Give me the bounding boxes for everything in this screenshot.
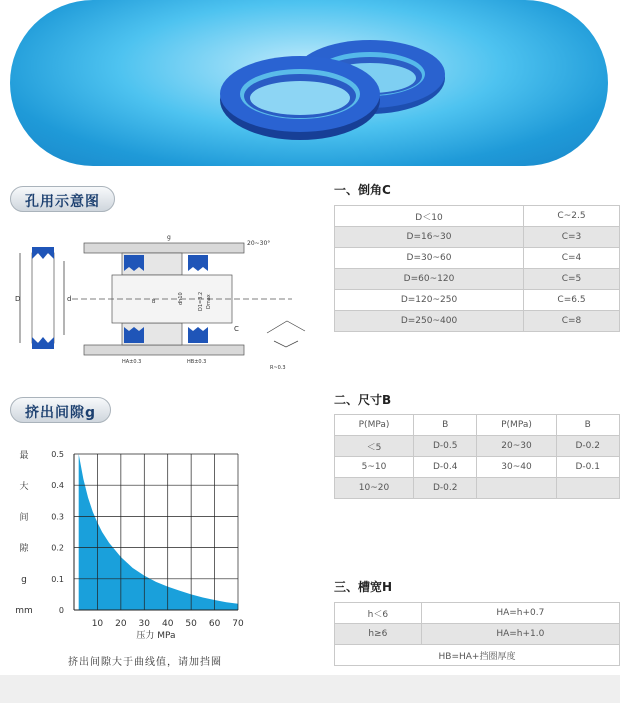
x-tick-label: 50	[185, 619, 197, 629]
label-D1: D1=3.2	[198, 291, 204, 311]
groove-width-title: 三、槽宽H	[334, 580, 393, 594]
table-cell: h≥6	[335, 624, 422, 645]
chamfer-title: 一、倒角C	[334, 183, 391, 197]
table-cell: ＜5	[335, 436, 414, 457]
label-dh10: dh10	[178, 292, 184, 305]
table-header-cell: B	[414, 415, 477, 436]
label-R: R~0.3	[270, 365, 286, 371]
table-cell: C=3	[524, 227, 620, 248]
table-cell: HA=h+1.0	[421, 624, 619, 645]
table-cell: D-0.5	[414, 436, 477, 457]
table-cell: C~2.5	[524, 206, 620, 227]
extrusion-gap-title: 挤出间隙g	[10, 397, 111, 423]
table-header-cell: B	[556, 415, 619, 436]
table-row	[335, 645, 620, 666]
table-cell: D=60~120	[335, 269, 524, 290]
hole-diagram-title: 孔用示意图	[10, 186, 115, 212]
y-axis-label-char: 间	[19, 513, 29, 523]
table-header-row	[335, 415, 620, 436]
y-tick-label: 0.3	[51, 512, 64, 522]
table-cell: D=16~30	[335, 227, 524, 248]
y-axis-label-char: mm	[15, 606, 33, 616]
y-tick-label: 0.4	[51, 481, 64, 491]
table-cell: D-0.2	[414, 478, 477, 499]
table-cell: C=6.5	[524, 290, 620, 311]
size-b-title: 二、尺寸B	[334, 393, 392, 407]
x-tick-label: 20	[115, 619, 127, 629]
table-cell: 10~20	[335, 478, 414, 499]
label-d: d	[67, 295, 72, 303]
extrusion-gap-chart	[12, 444, 312, 674]
product-banner	[10, 0, 608, 166]
table-cell: C=8	[524, 311, 620, 332]
y-tick-label: 0.1	[51, 574, 64, 584]
table-row	[335, 436, 620, 457]
table-cell: D=250~400	[335, 311, 524, 332]
table-cell-merged: HB=HA+挡圈厚度	[335, 645, 620, 666]
table-row	[335, 248, 620, 269]
table-row	[335, 457, 620, 478]
table-cell: D=30~60	[335, 248, 524, 269]
table-cell: C=4	[524, 248, 620, 269]
x-axis-label: 压力 MPa	[136, 631, 176, 641]
label-HA: HA±0.3	[122, 359, 142, 365]
x-tick-label: 30	[138, 619, 151, 629]
table-row	[335, 603, 620, 624]
table-cell: D＜10	[335, 206, 524, 227]
y-tick-label: 0.2	[51, 543, 64, 553]
chart-caption: 挤出间隙大于曲线值，请加挡圈	[68, 657, 222, 668]
footer-bar	[0, 675, 620, 703]
table-row	[335, 624, 620, 645]
curve-area	[79, 454, 238, 610]
table-row	[335, 206, 620, 227]
table-row	[335, 290, 620, 311]
hole-seal-diagram	[12, 223, 322, 373]
y-tick-label: 0.5	[51, 450, 64, 459]
x-tick-label: 40	[161, 619, 174, 629]
x-tick-label: 10	[91, 619, 104, 629]
table-cell: D=120~250	[335, 290, 524, 311]
label-Dmax: Dmax	[206, 294, 212, 309]
table-row	[335, 269, 620, 290]
table-header-cell: P(MPa)	[477, 415, 556, 436]
table-cell: D-0.2	[556, 436, 619, 457]
table-row	[335, 478, 620, 499]
label-angle: 20~30°	[247, 240, 271, 247]
label-D: D	[15, 295, 21, 303]
x-tick-label: 60	[208, 619, 221, 629]
table-row	[335, 227, 620, 248]
table-cell	[556, 478, 619, 499]
table-cell: D-0.4	[414, 457, 477, 478]
x-tick-label: 70	[232, 619, 244, 629]
chamfer-table	[334, 205, 620, 332]
groove-width-table	[334, 602, 620, 666]
table-cell: HA=h+0.7	[421, 603, 619, 624]
table-cell: D-0.1	[556, 457, 619, 478]
table-cell: 30~40	[477, 457, 556, 478]
table-cell	[477, 478, 556, 499]
y-axis-label-char: 大	[19, 482, 29, 492]
table-cell: 20~30	[477, 436, 556, 457]
label-C: C	[234, 325, 239, 333]
label-g: g	[167, 234, 171, 241]
size-b-table	[334, 414, 620, 499]
table-cell: h＜6	[335, 603, 422, 624]
table-header-cell: P(MPa)	[335, 415, 414, 436]
y-tick-label: 0	[58, 606, 64, 615]
table-cell: C=5	[524, 269, 620, 290]
y-axis-label-char: 隙	[19, 544, 29, 554]
table-cell: 5~10	[335, 457, 414, 478]
y-axis-label-char: 最	[19, 451, 29, 461]
label-B: B	[152, 299, 156, 305]
table-row	[335, 311, 620, 332]
label-HB: HB±0.3	[187, 359, 207, 365]
seal-ring-illustration	[10, 0, 608, 166]
y-axis-label-char: g	[21, 575, 27, 585]
